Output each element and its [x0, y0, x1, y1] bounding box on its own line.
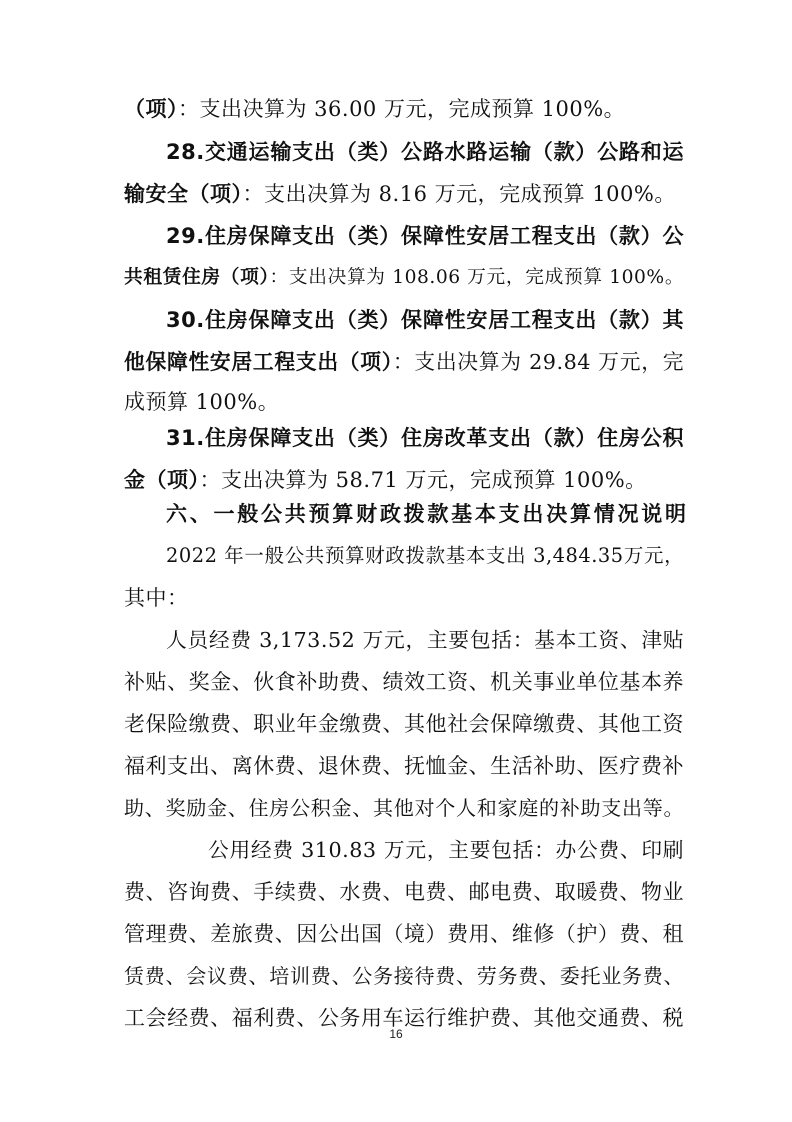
text-line: 补贴、奖金、伙食补助费、绩效工资、机关事业单位基本养 — [124, 670, 684, 694]
text-line: 人员经费 3,173.52 万元，主要包括：基本工资、津贴 — [166, 628, 684, 652]
text-line: 他保障性安居工程支出（项）：支出决算为 29.84 万元，完 — [124, 350, 684, 374]
text-line: 费、咨询费、手续费、水费、电费、邮电费、取暖费、物业 — [124, 880, 684, 904]
text-line: 29.住房保障支出（类）保障性安居工程支出（款）公 — [166, 224, 684, 248]
text-line: 福利支出、离休费、退休费、抚恤金、生活补助、医疗费补 — [124, 754, 684, 778]
text-line: 其中： — [124, 586, 189, 610]
text-line: 金（项）：支出决算为 58.71 万元，完成预算 100%。 — [124, 468, 647, 492]
text-line: 30.住房保障支出（类）保障性安居工程支出（款）其 — [166, 308, 684, 332]
section-heading: 六、一般公共预算财政拨款基本支出决算情况说明 — [166, 502, 686, 526]
text-line: 老保险缴费、职业年金缴费、其他社会保障缴费、其他工资 — [124, 712, 684, 736]
text-line: 工会经费、福利费、公务用车运行维护费、其他交通费、税 — [124, 1006, 684, 1030]
text-line: 公用经费 310.83 万元，主要包括：办公费、印刷 — [208, 838, 684, 862]
text-line: 输安全（项）：支出决算为 8.16 万元，完成预算 100%。 — [124, 182, 676, 206]
page-number: 16 — [389, 1027, 403, 1041]
text-line: 2022 年一般公共预算财政拨款基本支出 3,484.35万元， — [166, 544, 684, 567]
text-line: 共租赁住房（项）：支出决算为 108.06 万元，完成预算 100%。 — [124, 267, 684, 288]
text-line: 28.交通运输支出（类）公路水路运输（款）公路和运 — [166, 140, 684, 164]
text-line: 成预算 100%。 — [124, 390, 280, 414]
text-line: 管理费、差旅费、因公出国（境）费用、维修（护）费、租 — [124, 922, 684, 946]
text-line: 31.住房保障支出（类）住房改革支出（款）住房公积 — [166, 426, 684, 450]
text-line: 助、奖励金、住房公积金、其他对个人和家庭的补助支出等。 — [124, 796, 684, 820]
text-line: （项）：支出决算为 36.00 万元，完成预算 100%。 — [124, 97, 626, 121]
text-line: 赁费、会议费、培训费、公务接待费、劳务费、委托业务费、 — [124, 964, 684, 988]
